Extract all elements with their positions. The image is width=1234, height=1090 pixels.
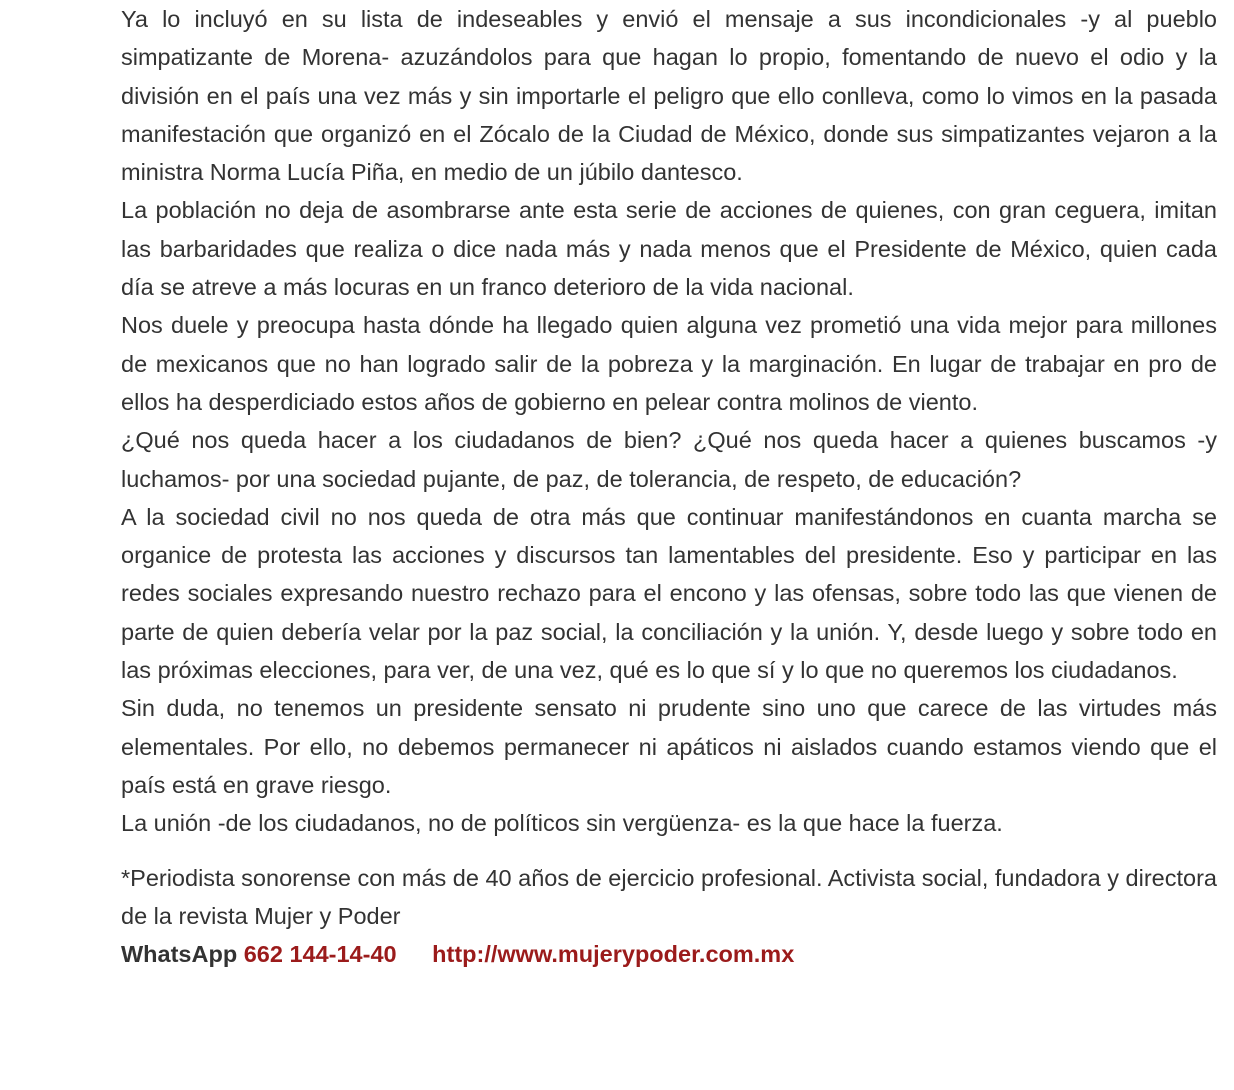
article-paragraph-7: La unión -de los ciudadanos, no de políticos sin vergüenza- es la que hace la fuerza. [121, 810, 1003, 837]
article-body [121, 0, 1217, 973]
author-bio: *Periodista sonorense con más de 40 años de ejercicio profesional. Activista social, fundadora y directora de la revista Mujer y Poder [121, 864, 1217, 929]
article-paragraph-1: Ya lo incluyó en su lista de indeseables y envió el mensaje a sus incondicionales -y al pueblo simpatizante de Morena- azuzándolos para que hagan lo propio, fomentando de nuevo el odio y la división en el país una vez más y sin importarle el peligro que ello conlleva, como lo vimos en la pasada manifestación que organizó en el Zócalo de la Ciudad de México, donde sus simpatizantes vejaron a la ministra Norma Lucía Piña, en medio de un júbilo dantesco. [121, 6, 1217, 186]
article-paragraph-3: Nos duele y preocupa hasta dónde ha llegado quien alguna vez prometió una vida mejor para millones de mexicanos que no han logrado salir de la pobreza y la marginación. En lugar de trabajar en pro de ellos ha desperdiciado estos años de gobierno en pelear contra molinos de viento. [121, 312, 1217, 415]
article-paragraph-2: La población no deja de asombrarse ante esta serie de acciones de quienes, con gran ceguera, imitan las barbaridades que realiza o dice nada más y nada menos que el Presidente de México, quien cada día se atreve a más locuras en un franco deterioro de la vida nacional. [121, 197, 1217, 301]
article-paragraph-6: Sin duda, no tenemos un presidente sensato ni prudente sino uno que carece de las virtudes más elementales. Por ello, no debemos permanecer ni apáticos ni aislados cuando estamos viendo que el país está en grave riesgo. [121, 695, 1217, 798]
whatsapp-phone-link[interactable]: 662 144-14-40 [243, 941, 397, 968]
article-paragraph-4: ¿Qué nos queda hacer a los ciudadanos de bien? ¿Qué nos queda hacer a quienes buscamos -y luchamos- por una sociedad pujante, de paz, de tolerancia, de respeto, de educación? [121, 427, 1217, 492]
website-link[interactable]: http://www.mujerypoder.com.mx [432, 941, 795, 968]
whatsapp-label: WhatsApp [121, 941, 238, 968]
contact-line [121, 935, 1217, 973]
article-paragraph-5: A la sociedad civil no nos queda de otra más que continuar manifestándonos en cuanta marcha se organice de protesta las acciones y discursos tan lamentables del presidente. Eso y participar en las redes sociales expresando nuestro rechazo para el encono y las ofensas, sobre todo las que vienen de parte de quien debería velar por la paz social, la conciliación y la unión. Y, desde luego y sobre todo en las próximas elecciones, para ver, de una vez, qué es lo que sí y lo que no queremos los ciudadanos. [121, 503, 1217, 684]
